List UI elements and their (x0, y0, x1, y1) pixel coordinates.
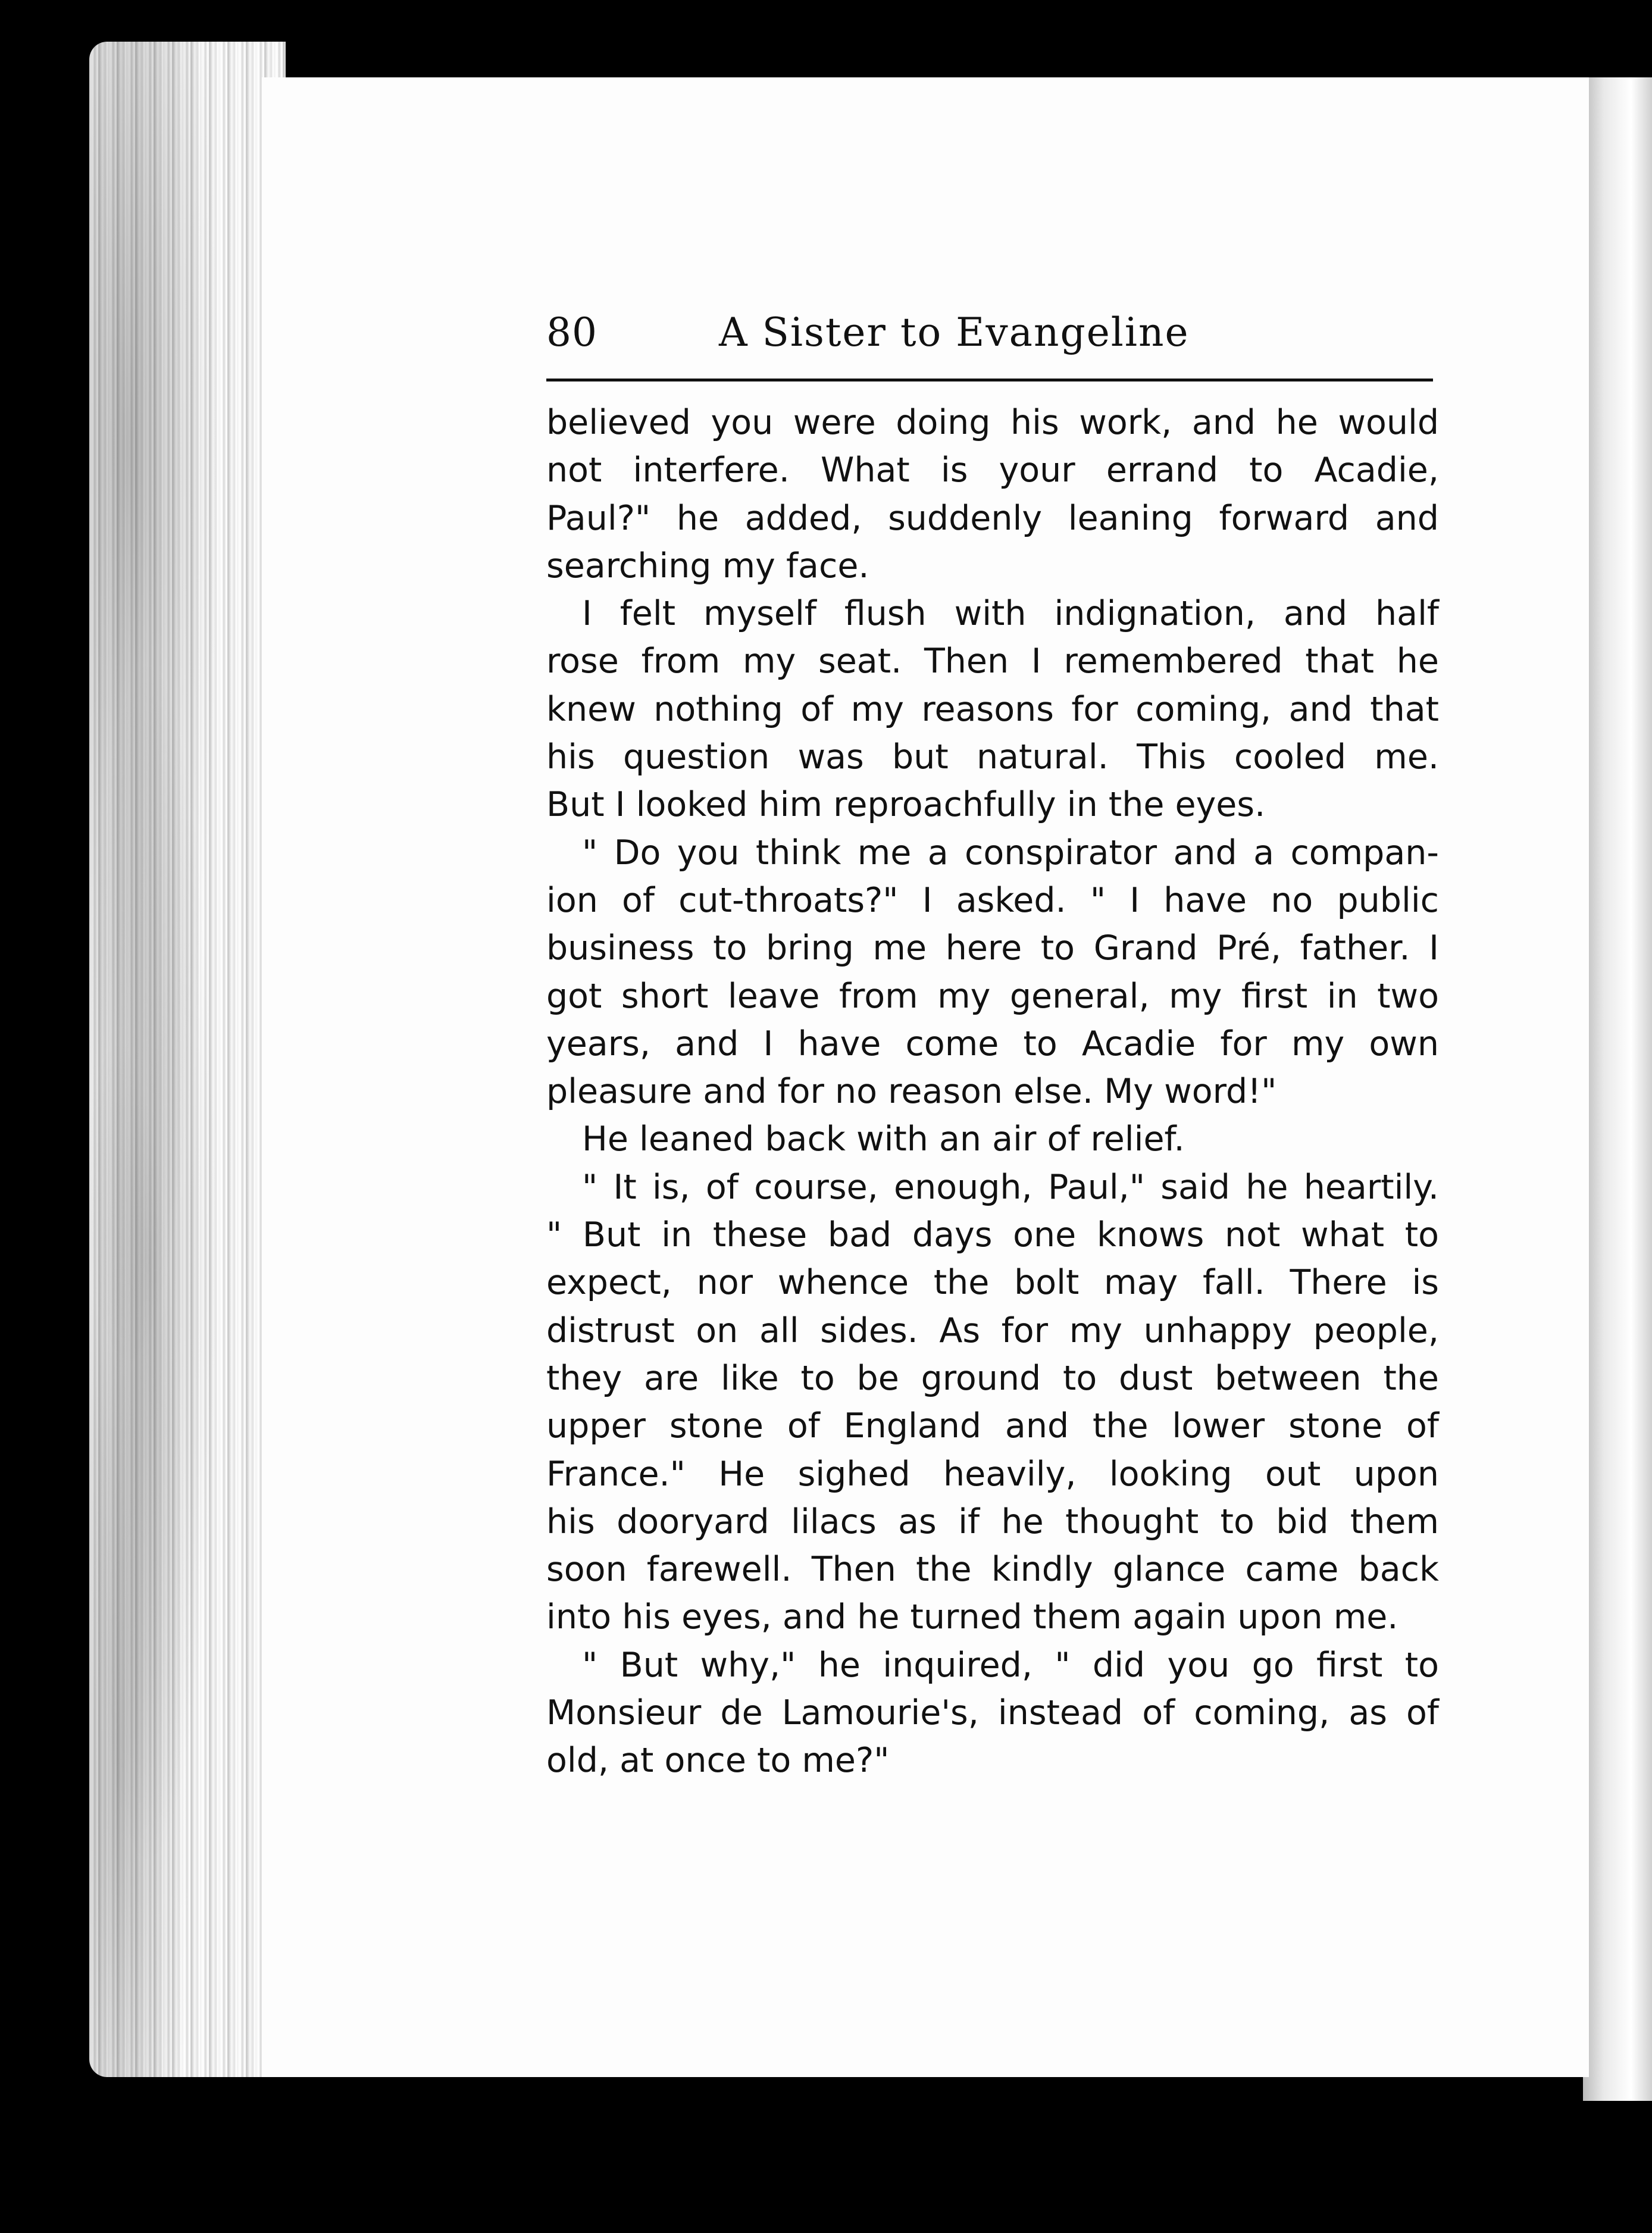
scan-speck (1601, 5, 1606, 10)
text-line: " But why," he inquired, " did you go first to (582, 1645, 1439, 1685)
text-line: But I looked him reproachfully in the eyes. (546, 785, 1266, 825)
text-line: " But in these bad days one knows not what to (546, 1215, 1439, 1255)
text-line: his question was but natural. This cooled me. (546, 737, 1439, 777)
text-line: He leaned back with an air of relief. (582, 1119, 1185, 1159)
header-rule (546, 379, 1433, 381)
text-line: France." He sighed heavily, looking out upon (546, 1454, 1439, 1494)
scan-speck (916, 2214, 920, 2222)
text-line: pleasure and for no reason else. My word!" (546, 1072, 1277, 1112)
text-line: believed you were doing his work, and he would (546, 403, 1439, 442)
facing-page-edge (1583, 77, 1652, 2101)
body-text (546, 399, 1439, 1785)
text-line: soon farewell. Then the kindly glance came back (546, 1550, 1439, 1590)
text-line: not interfere. What is your errand to Acadie, (546, 451, 1439, 490)
text-line: Paul?" he added, suddenly leaning forward and (546, 498, 1439, 538)
text-line: " Do you think me a conspirator and a compan- (582, 833, 1439, 872)
text-line: business to bring me here to Grand Pré, father. I (546, 928, 1439, 968)
text-line: old, at once to me?" (546, 1741, 890, 1781)
text-line: knew nothing of my reasons for coming, and that (546, 689, 1439, 729)
text-line: Monsieur de Lamourie's, instead of coming, as of (546, 1693, 1439, 1733)
running-title: A Sister to Evangeline (719, 309, 1190, 355)
page-edge-stack (89, 42, 286, 2077)
running-head (546, 309, 1433, 375)
text-line: years, and I have come to Acadie for my own (546, 1024, 1439, 1064)
text-line: distrust on all sides. As for my unhappy people, (546, 1311, 1439, 1350)
page-number: 80 (546, 309, 597, 355)
text-line: upper stone of England and the lower stone of (546, 1406, 1439, 1446)
text-line: they are like to be ground to dust between the (546, 1358, 1439, 1398)
text-line: " It is, of course, enough, Paul," said he heartily. (582, 1167, 1439, 1207)
text-line: rose from my seat. Then I remembered that he (546, 642, 1439, 681)
text-line: into his eyes, and he turned them again upon me. (546, 1597, 1398, 1637)
text-line: got short leave from my general, my first in two (546, 976, 1439, 1016)
text-line: ion of cut-throats?" I asked. " I have no public (546, 880, 1439, 920)
text-line: I felt myself flush with indignation, and half (582, 594, 1439, 634)
text-line: searching my face. (546, 546, 869, 586)
text-line: his dooryard lilacs as if he thought to bid them (546, 1502, 1439, 1541)
text-line: expect, nor whence the bolt may fall. There is (546, 1263, 1439, 1303)
